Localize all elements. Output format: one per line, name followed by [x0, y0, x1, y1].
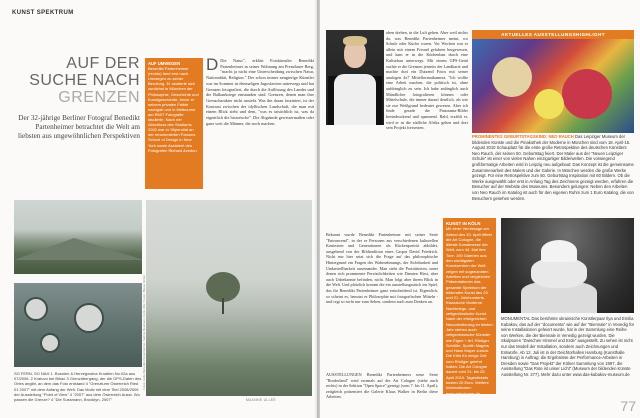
pool-shape — [74, 303, 104, 333]
painting-shape — [492, 57, 532, 97]
kunst-in-koeln-box — [443, 218, 496, 394]
ausstellungen-note: AUSSTELLUNGEN Benedikt Partenheimers neue Serie "Borderland" wird erstmals auf der Art Cologne (siehe auch rechts) in der Sektion "Open Space" gezeigt (vom 7. bis 11. April); zeitgleich präsentiert die Galerie Klaus Walker in Berlin diese Arbeiten. — [326, 372, 438, 400]
kabakov-sculpture-photo — [501, 218, 634, 313]
highlight-label: AKTUELLES AUSSTELLUNGSHIGHLIGHT — [472, 30, 634, 39]
neo-rauch-painting — [472, 39, 634, 133]
painting-shape — [534, 89, 564, 119]
aerial-pool-photo — [14, 283, 142, 367]
body-column-2: oben drehen, in die Luft gehen. Aber weil nichts da, was Benedikt Partenheimer meint, wo Schule oder Küche waren. Vor Wochen war er allein mit einem Freund gefahren hergewesen, und kam er in die Küchenbau durch eine Kulturbau unterwegs. Mit einem GPS-Gerät suchte er die Grenzen jenseits der Landkarte und machte dort ein Dutzend Fotos mit seiner analogen 4x7 Mittelformatkamera. "Ich wollte eine Arbeit machen, die politisch ist, ohne aufdringlich zu sein. Ich habe anfänglich auch Mündlicher fotografieren können oder Mittelschule, die immer darauf deutlich, als wie sie nur Weißgrund bedeutet gewesen. Aber ich finde gerade die Panorama-Bilder beeindruckend und spannend. Bald, erzählt er, wird er in die südliche Afrika gehen und dort sein Projekt fortsetzen. — [386, 30, 468, 131]
mountain-shape — [14, 238, 142, 260]
headline-line-3: GRENZEN — [58, 89, 140, 106]
painting-shape — [562, 69, 612, 119]
sculpture-tier — [531, 258, 587, 288]
page-number: 77 — [620, 398, 636, 414]
kunst-title: KUNST IN KÖLN — [446, 221, 481, 226]
sculpture-tier — [541, 240, 577, 262]
headline-line-2: SUCHE NACH — [29, 72, 140, 89]
photo-caption: SO FERN, SO NAH 1 .Bosnien & Herzegowina Kroatien No.02a aus 07/2006. 2 Kratovo bei Bihać 3 Grenzübergang, der die GPS-Daten des Ortes angibt, an dem das Foto entstand 4 "Grenzturm Österreich Ried 01 2007" mit dem Anfang der Welt. Das Motiv mit dem Titel 2008/2009 der Ausstellung "Point of View" 4 "2007" aus dem Österreich Ausst. Wo passen die Grenze? 4 "Die Sussmann, Brooklyn, 2007" — [14, 371, 142, 403]
sidebar-auf-umwegen — [145, 58, 203, 189]
drop-cap: D — [206, 55, 219, 74]
highlight-lead: PROMINENTES GEBURTSTAGSKIND: NEO RAUCH — [472, 134, 574, 139]
landscape-photo-1 — [14, 200, 142, 274]
body-column-1 — [206, 55, 314, 126]
pool-shape — [24, 297, 48, 321]
headline — [14, 55, 140, 106]
photo-credits-vertical: Fotos: Hello Benedikt Partenheimer, Sabine Baumann, Felix Ufer; Cover: Blauer Reiter — [142, 274, 146, 390]
exhibition-highlight — [472, 30, 634, 133]
author-credit: MAXIMIE ULLEÉ — [246, 398, 276, 402]
portrait-shirt — [334, 74, 376, 125]
highlight-body: Das Leipziger Museum der bildenden Künste und die Pinakothek der Moderne in München sind vom 18. April-15. August 2010 Schauplatz für die erste große Retrospektive des deutschen Künstlers Neo Rauch, der seinen 50. Geburtstag feiert. Der Maler aus der "Neuen Leipziger Schule" ist einer von vielen Nahen einzigartiger Bilderwelten. Die vorwiegend großformatige Arbeiten wird in Leipzig neu aufgebaut: Das Konzept ist die gemeinsame Zusammenarbeit des Malers und der Galerie. In München werden die große Werke gezeigt. Für eine Retrospektive zum 50. Geburtstag Inspiration mit 60 Bildern. Ob die Werke ausgewählt oder erst in Anfang Tag des Zeichnens gezeigt werden, erfahren die Besucher auf der Website des Museums. Besonders gelungen: Neben den Arbeiten von Neo Rauch im Katalog ist auch für den eigenen Ruhm zum 1 Euro Katalog, die von Besuchern gesehen werden. — [472, 134, 634, 201]
pool-shape — [40, 333, 60, 353]
portrait-hair — [343, 36, 367, 46]
sidebar-text: Benedikt Partenheimer (rechts) fand erst nach Umwegen zu seiner Berufung. Er studierte sich zunächst in München der Philosophie, Geschichte und Kunstgeschichte, bevor er seinem privaten Faible nachgab und in Melbourne am RMIT Fotografie studierte. Nach ner Abschluss des Studiums 2002 war er Stipendiat an der renommierten Parsons School of Design in New York sowie Assistent des Fotografen Richard Avedon. — [148, 66, 199, 153]
highlight-text — [472, 134, 634, 201]
sidebar-title: AUF UMWEGEN — [148, 61, 181, 66]
monumental-text: MONUMENTAL Das berühmte ukrainische Künstlerpaar Ilya und Emilia Kabakov, das auf der "documenta" wie auf der "Biennale" in Venedig für seine Installationen gefeiert wurde, hat in der Sammlung eine Reihe von Werken, die der Biennale in Venedig gezeigt wurden. Die Skulpturen "Zwischen Himmel und Erde" ausgestellt. Zu sehen ist nicht nur das Modell der Installation, sondern auch Zeichnungen und Entwürfe. Ab 12. Juli ist in der Deichtorhallen Hamburg (Kunsthalle Hamburg) in Auftrag: die Ergebnisse der Performance-Arbeiten in Dresden sowie "Das Projekt" der Kölner Sammlung von 1997, die Ausstellung "Das Rote ist unser Licht" (Museum der bildenden Künste Ausstellung Nr. 277). Mehr dazu unter www.das-kabakov-museum.de — [501, 316, 634, 377]
right-page — [320, 0, 640, 418]
left-page — [0, 0, 318, 418]
body-text-1: Die Natur", erklärt Fotokünstler Benedikt Partenheimer in seiner Wohnung am Prenzlauer Berg, "macht ja nicht eine Unterscheidung zwischen Natur, Nationalität, Religion." Der schon immer neugierige Künstler war im Sommer in ehemaligen Jugoslawien unterwegs und hat Grenzen fotografiert, die durch die Auflösung des Landes und die Balkankriege entstanden sind. Grenzen, denen man ihre Grenzcharakter nicht ansieht. Was ihn daran fasziniert, ist der Kontrast zwischen der idyllischen Landschaft, die man mit einem Blick sieht und dem, "was es tatsächlich ist, was da eigentlich die historische". Die Abgründe gewissermaßen oder ganz weit die Männer, die noch machen. — [206, 58, 314, 126]
subhead: Der 32-jährige Berliner Fotograf Benedikt Partenheimer betrachtet die Welt am liebsten aus ungewöhnlichen Perspektiven — [18, 114, 140, 140]
misty-tree-photo — [146, 200, 312, 396]
section-kicker: KUNST SPEKTRUM — [12, 10, 74, 16]
headline-line-1: AUF DER — [66, 55, 140, 72]
kunst-text: Mit einer Vernissage am Abend des 20. April öffnet die Art Cologne, die älteste Kunstmesse der Welt, zum 44. Mal ihre Tore. 190 Galerien aus den wichtigsten Kunstzentren der Welt zeigen mit sogenannten Arbeiten und vergleichen Präsentationen das gesamte Spektrum der bildenden Kunst des 20. und 21. Jahrhunderts. Klassische Moderne, Nachkriegs- und zeitgenössische Kunst. Nach der erfolgreichen Neuorientierung im letzten Jahr stehen auch zeitgenössische Künstler wie Eigen + Art, Rüdiger Schöttle, Sprüth Magers und Hans Mayer zurück. Die Köln für einige Zeit zum Rüdiger gelehrt halten. Die Art Cologne dauert vom 21. bis 25. April 2010. Tagestickets kosten 20 Euro. Weitere Informationen: www.artcologne.de — [446, 226, 493, 396]
artist-portrait — [326, 30, 384, 125]
tree-trunk — [222, 298, 224, 314]
body-column-3: Bekannt wurde Benedikt Partenheimer mit seiner Serie "Entrancend", in der er Personen aus verschiedenen kulturellen Kontexten und Generationen als Rückenporträt abbildet, ausgehend von der Bildtradition eines Caspar David Friedrich. Nicht nur hier setzt sich die Frage auf das philosophische Hintergrund ein Fragen des Wahrnehmungs, der Sichtbarkeit und Undarstellbarkeit auseinander. Man sieht die Porträtierten, unter denen sich prominente Persönlichkeiten wie Damien Hirst, aber auch Unbekannte befinden, nicht. Man folgt aber ihrem Blick in die Welt. Und plötzlich kommt die ein ausstellungsstück ins Spiel, das für Benedikt Partenheimer ganz entscheidend ist. Eigentlich, so scheint es, benutzt er Philosophie mit fotografischen Mitteln - und regt so nicht nur zum Sehen, sondern auch zum Denken an. — [326, 232, 438, 305]
